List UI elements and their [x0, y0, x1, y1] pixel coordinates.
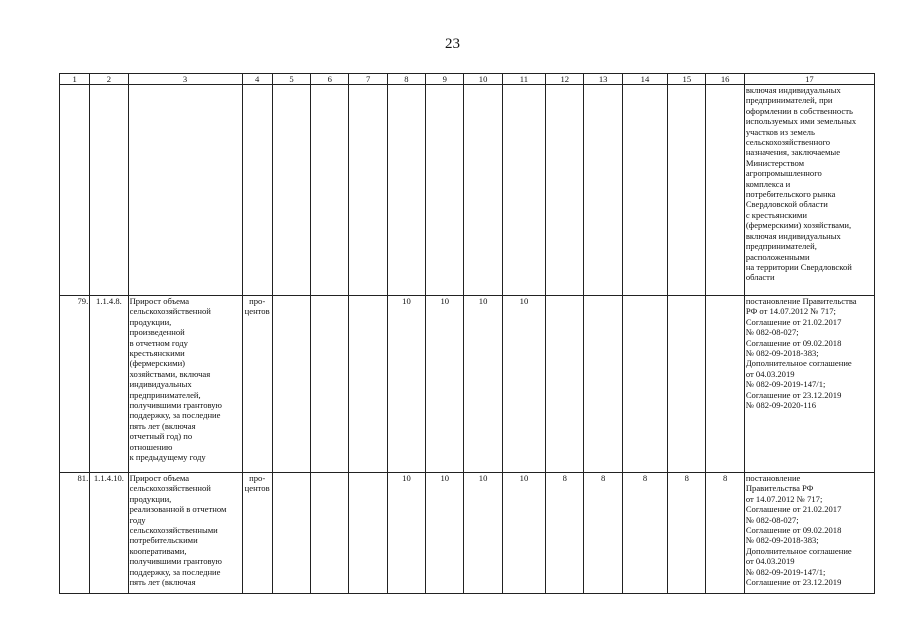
- header-cell: 4: [242, 74, 272, 85]
- value-cell: 10: [464, 473, 502, 594]
- value-cell: [311, 296, 349, 473]
- value-cell: [706, 85, 744, 296]
- code-cell: [90, 85, 128, 296]
- value-cell: [464, 85, 502, 296]
- source-note-cell: включая индивидуальных предпринимателей, при оформлении в собственность используемых ими земельных участков из земель сельскохозяйственного назначения, заключаемые Министерством агропромышленного комплекса и потребительского рынка Свердловской области с крестьянскими (фермерскими) хозяйствами, включая индивидуальных предпринимателей, расположенными на территории Свердловской области: [744, 85, 874, 296]
- value-cell: 8: [706, 473, 744, 594]
- value-cell: [272, 296, 310, 473]
- value-cell: [668, 296, 706, 473]
- value-cell: [272, 85, 310, 296]
- data-table: [59, 73, 875, 594]
- value-cell: [349, 473, 387, 594]
- value-cell: [272, 473, 310, 594]
- header-cell: 7: [349, 74, 387, 85]
- table-row: [60, 473, 875, 594]
- value-cell: [546, 296, 584, 473]
- row-number-cell: [60, 85, 90, 296]
- value-cell: [584, 85, 622, 296]
- value-cell: [311, 85, 349, 296]
- table-row: [60, 85, 875, 296]
- value-cell: [349, 85, 387, 296]
- header-cell: 10: [464, 74, 502, 85]
- header-cell: 12: [546, 74, 584, 85]
- table-row: [60, 296, 875, 473]
- header-cell: 14: [622, 74, 667, 85]
- header-cell: 17: [744, 74, 874, 85]
- value-cell: [584, 296, 622, 473]
- indicator-name-cell: [128, 85, 242, 296]
- value-cell: [668, 85, 706, 296]
- header-cell: 8: [387, 74, 425, 85]
- indicator-name-cell: Прирост объема сельскохозяйственной продукции, произведенной в отчетном году крестьянскими (фермерскими) хозяйствами, включая индивидуальных предпринимателей, получившими грантовую поддержку, за последние пять лет (включая отчетный год) по отношению к предыдущему году: [128, 296, 242, 473]
- code-cell: 1.1.4.8.: [90, 296, 128, 473]
- source-note-cell: постановление Правительства РФ от 14.07.2012 № 717; Соглашение от 21.02.2017 № 082-08-027; Соглашение от 09.02.2018 № 082-09-2018-383; Дополнительное соглашение от 04.03.2019 № 082-09-2019-147/1; Соглашение от 23.12.2019: [744, 473, 874, 594]
- value-cell: 10: [502, 296, 545, 473]
- header-cell: 15: [668, 74, 706, 85]
- header-cell: 1: [60, 74, 90, 85]
- row-number-cell: 81.: [60, 473, 90, 594]
- header-row: [60, 74, 875, 85]
- header-cell: 6: [311, 74, 349, 85]
- value-cell: [622, 85, 667, 296]
- value-cell: [349, 296, 387, 473]
- value-cell: [502, 85, 545, 296]
- value-cell: 10: [502, 473, 545, 594]
- header-cell: 16: [706, 74, 744, 85]
- value-cell: 10: [464, 296, 502, 473]
- page-number: 23: [445, 36, 460, 52]
- value-cell: 8: [668, 473, 706, 594]
- row-number-cell: 79.: [60, 296, 90, 473]
- value-cell: 10: [387, 296, 425, 473]
- source-note-cell: постановление Правительства РФ от 14.07.2012 № 717; Соглашение от 21.02.2017 № 082-08-027; Соглашение от 09.02.2018 № 082-09-2018-383; Дополнительное соглашение от 04.03.2019 № 082-09-2019-147/1; Соглашение от 23.12.2019 № 082-09-2020-116: [744, 296, 874, 473]
- value-cell: 10: [426, 296, 464, 473]
- value-cell: [426, 85, 464, 296]
- value-cell: [546, 85, 584, 296]
- value-cell: 8: [622, 473, 667, 594]
- unit-cell: [242, 85, 272, 296]
- unit-cell: про- центов: [242, 473, 272, 594]
- value-cell: 8: [584, 473, 622, 594]
- value-cell: 10: [387, 473, 425, 594]
- value-cell: 8: [546, 473, 584, 594]
- header-cell: 13: [584, 74, 622, 85]
- code-cell: 1.1.4.10.: [90, 473, 128, 594]
- value-cell: [622, 296, 667, 473]
- header-cell: 2: [90, 74, 128, 85]
- value-cell: [706, 296, 744, 473]
- unit-cell: про- центов: [242, 296, 272, 473]
- value-cell: [387, 85, 425, 296]
- value-cell: [311, 473, 349, 594]
- value-cell: 10: [426, 473, 464, 594]
- header-cell: 11: [502, 74, 545, 85]
- indicator-name-cell: Прирост объема сельскохозяйственной продукции, реализованной в отчетном году сельскохозяйственными потребительскими кооперативами, получившими грантовую поддержку, за последние пять лет (включая: [128, 473, 242, 594]
- header-cell: 5: [272, 74, 310, 85]
- header-cell: 9: [426, 74, 464, 85]
- header-cell: 3: [128, 74, 242, 85]
